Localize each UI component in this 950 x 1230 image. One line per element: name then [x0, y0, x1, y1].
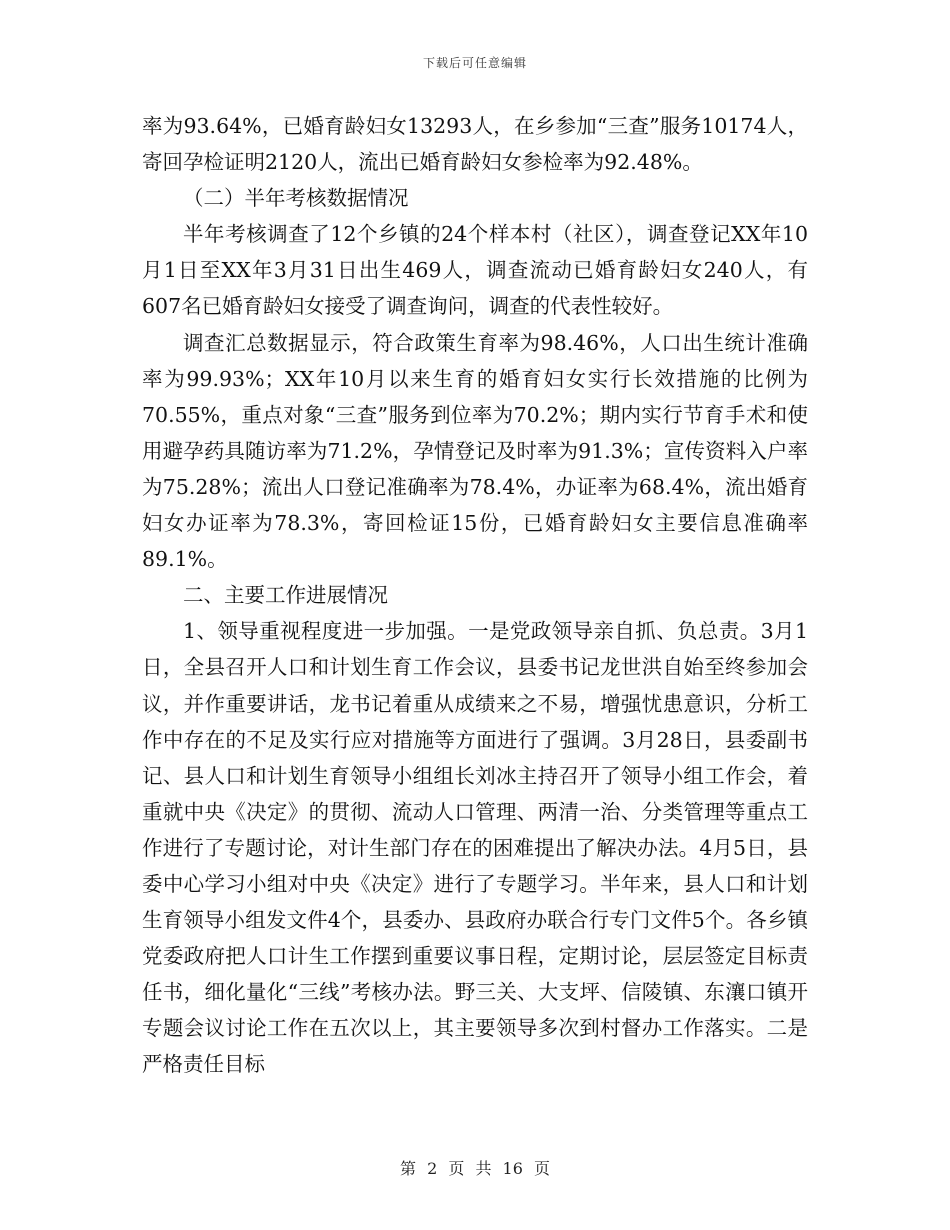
paragraph-4: 调查汇总数据显示，符合政策生育率为98.46%，人口出生统计准确率为99.93%；XX年10月以来生育的婚育妇女实行长效措施的比例为70.55%，重点对象“三查”服务到位率为70.2%；期内实行节育手术和使用避孕药具随访率为71.2%，孕情登记及时率为91.3%；宣传资料入户率为75.28%；流出人口登记准确率为78.4%，办证率为68.4%，流出婚育妇女办证率为78.3%，寄回检证15份，已婚育龄妇女主要信息准确率89.1%。	[142, 330, 808, 572]
page-header: 下载后可任意编辑	[422, 56, 527, 70]
paragraph-1: 率为93.64%，已婚育龄妇女13293人，在乡参加“三查”服务10174人，寄回孕检证明2120人，流出已婚育龄妇女参检率为92.48%。	[142, 114, 808, 175]
section-heading-5: 二、主要工作进展情况	[183, 583, 388, 608]
paragraph-6: 1、领导重视程度进一步加强。一是党政领导亲自抓、负总责。3月1日，全县召开人口和计划生育工作会议，县委书记龙世洪自始至终参加会议，并作重要讲话，龙书记着重从成绩来之不易，增强忧患意识，分析工作中存在的不足及实行应对措施等方面进行了强调。3月28日，县委副书记、县人口和计划生育领导小组组长刘冰主持召开了领导小组工作会，着重就中央《决定》的贯彻、流动人口管理、两清一治、分类管理等重点工作进行了专题讨论，对计生部门存在的困难提出了解决办法。4月5日，县委中心学习小组对中央《决定》进行了专题学习。半年来，县人口和计划生育领导小组发文件4个，县委办、县政府办联合行专门文件5个。各乡镇党委政府把人口计生工作摆到重要议事日程，定期讨论，层层签定目标责任书，细化量化“三线”考核办法。野三关、大支坪、信陵镇、东瀼口镇开专题会议讨论工作在五次以上，其主要领导多次到村督办工作落实。二是严格责任目标	[142, 619, 808, 1077]
paragraph-3: 半年考核调查了12个乡镇的24个样本村（社区），调查登记XX年10月1日至XX年3月31日出生469人，调查流动已婚育龄妇女240人，有607名已婚育龄妇女接受了调查询问，调查的代表性较好。	[142, 222, 808, 319]
document-body	[142, 108, 808, 1083]
page-footer: 第 2 页 共 16 页	[400, 1159, 550, 1178]
section-heading-2: （二）半年考核数据情况	[183, 186, 409, 211]
